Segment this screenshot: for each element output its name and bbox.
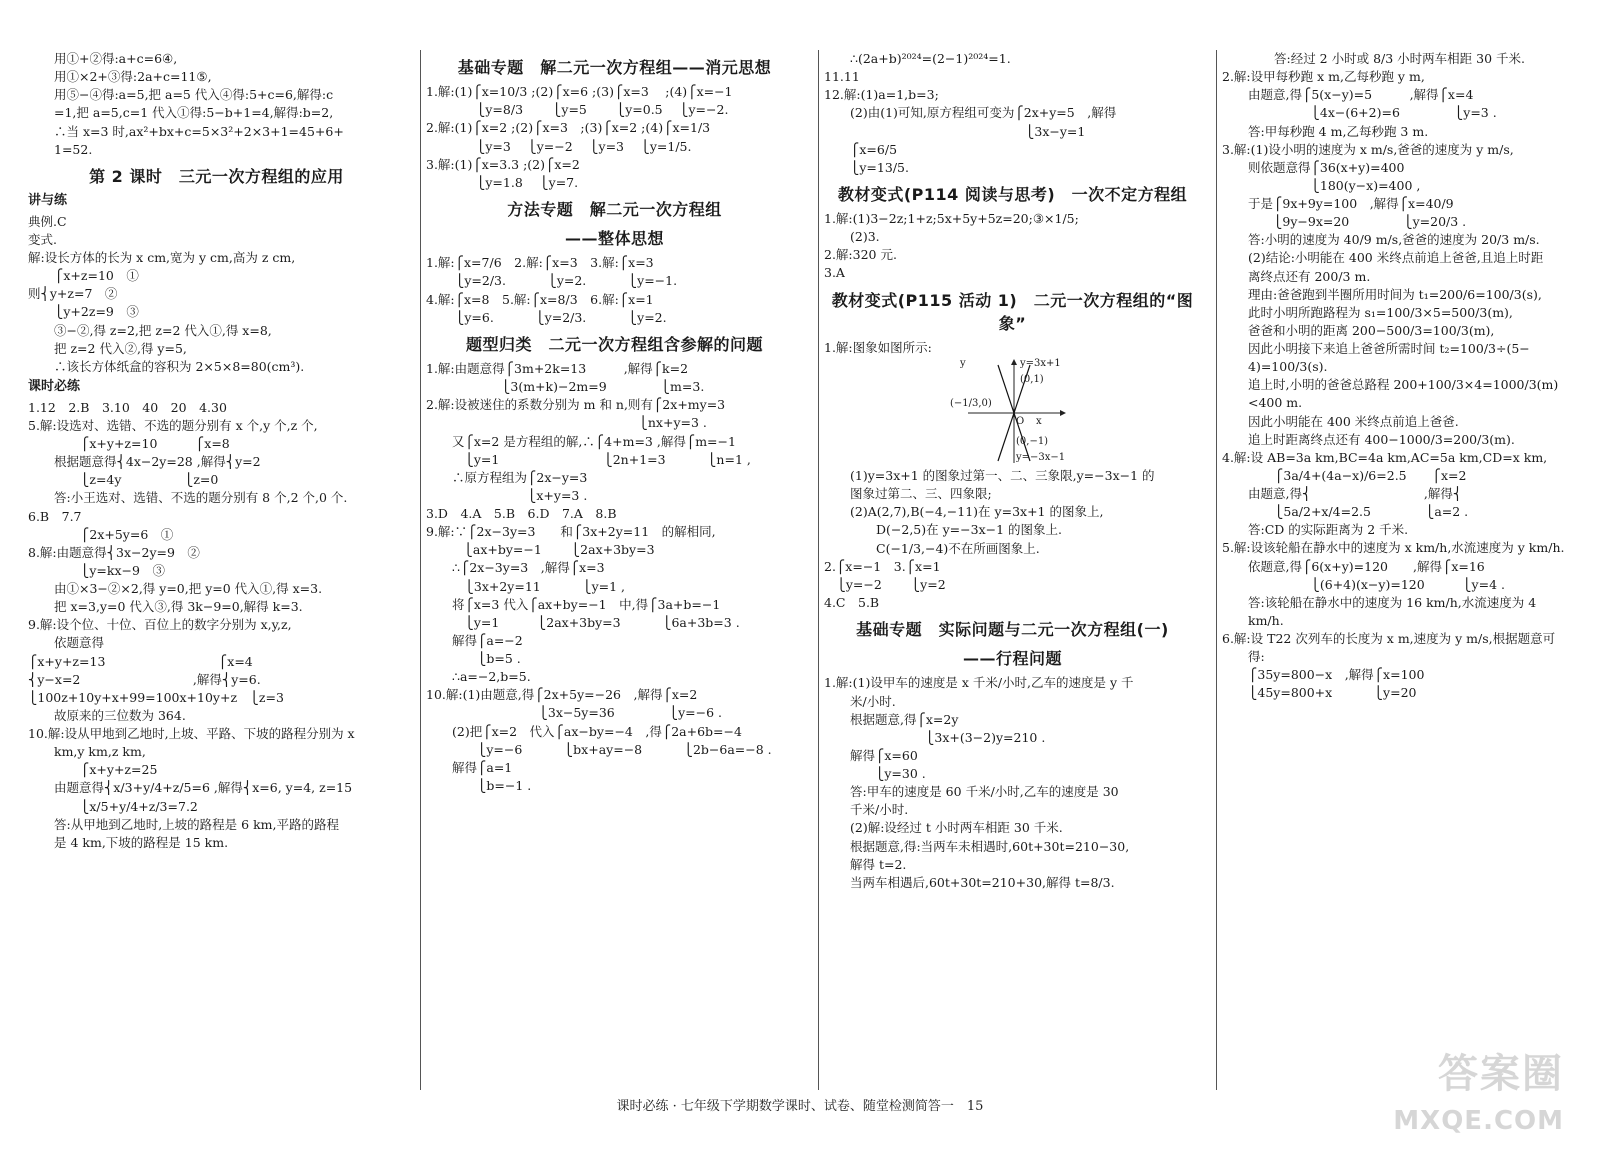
answer-line: ⎩180(y−x)=400 , [1248, 177, 1421, 193]
answer-line: (2)由(1)可知,原方程组可变为⎧2x+y=5 ,解得 [850, 105, 1117, 121]
answer-line: ∴当 x=3 时,ax²+bx+c=5×3²+2×3+1=45+6+ [54, 123, 344, 139]
answer-line: 9.解:∵⎧2x−3y=3 和⎧3x+2y=11 的解相同, [426, 524, 716, 540]
answer-line: ⎧x=6/5 [850, 141, 898, 157]
answer-line: ⎩3x+(3−2)y=210 . [850, 729, 1046, 745]
answer-line: 2.解:设被迷住的系数分别为 m 和 n,则有⎧2x+my=3 [426, 397, 726, 413]
answer-line: ⎩y=6. ⎩y=2/3. ⎩y=2. [426, 309, 667, 325]
answer-line: (1)y=3x+1 的图象过第一、二、三象限,y=−3x−1 的 [850, 468, 1155, 484]
watermark [1393, 1045, 1564, 1141]
answer-line: 答:小明的速度为 40/9 m/s,爸爸的速度为 20/3 m/s. [1248, 232, 1540, 248]
answer-line: 用⑤−④得:a=5,把 a=5 代入④得:5+c=6,解得:c [54, 87, 334, 103]
answer-line: 1.解:由题意得⎧3m+2k=13 ,解得⎧k=2 [426, 361, 689, 376]
answer-line: 9.解:设个位、十位、百位上的数字分别为 x,y,z, [28, 617, 292, 633]
answer-line: ⎩45y=800+x ⎩y=20 [1248, 685, 1417, 701]
answer-line: 追上时,小明的爸爸总路程 200+100/3×4=1000/3(m) [1248, 377, 1559, 393]
answer-line: 1.解:(1)3−2z;1+z;5x+5y+5z=20;③×1/5; [824, 211, 1079, 227]
x-axis-label: x [1036, 416, 1042, 428]
answer-line: ⎩3x+2y=11 ⎩y=1 , [452, 578, 626, 594]
answer-line: 答:甲车的速度是 60 千米/小时,乙车的速度是 30 [850, 784, 1119, 800]
answer-line: ⎩y+2z=9 ③ [54, 304, 139, 320]
answer-line: 典例.C [28, 213, 67, 229]
answer-line: 则⎨y+z=7 ② [28, 286, 118, 302]
answer-line: 把 z=2 代入②,得 y=5, [54, 340, 187, 356]
answer-line: 将⎧x=3 代入⎧ax+by=−1 中,得⎧3a+b=−1 [452, 596, 721, 612]
answer-line: 根据题意,得⎧x=2y [850, 711, 959, 727]
answer-line: ⎩y=1 ⎩2n+1=3 ⎩n=1 , [452, 451, 751, 467]
answer-line: ⎩y=2/3. ⎩y=2. ⎩y=−1. [426, 273, 678, 289]
answer-line: 10.解:设从甲地到乙地时,上坡、平路、下坡的路程分别为 x [28, 726, 355, 741]
answer-line: 5.解:设该轮船在静水中的速度为 x km/h,水流速度为 y km/h. [1222, 540, 1565, 556]
answer-line: ⎩3(m+k)−2m=9 ⎩m=3. [426, 379, 705, 395]
answer-line: 则依题意得⎧36(x+y)=400 [1248, 159, 1405, 175]
answer-line: (2)A(2,7),B(−4,−11)在 y=3x+1 的图象上, [850, 504, 1104, 520]
y-axis-arrow [1011, 359, 1017, 365]
origin-label: O [1016, 416, 1025, 428]
answer-line: 答:小王选对、选错、不选的题分别有 8 个,2 个,0 个. [54, 490, 348, 506]
answer-line: 于是⎧9x+9y=100 ,解得⎧x=40/9 [1248, 196, 1454, 211]
answer-line: ⎩y=−6 ⎩bx+ay=−8 ⎩2b−6a=−8 . [452, 741, 772, 757]
watermark-logo-text: 答案圈 [1438, 1051, 1564, 1098]
column-divider [420, 50, 421, 1090]
answer-line: 离终点还有 200/3 m. [1248, 268, 1371, 284]
answer-line: 爸爸和小明的距离 200−500/3=100/3(m), [1248, 322, 1495, 338]
answer-line: 12.解:(1)a=1,b=3; [824, 87, 939, 103]
column-4 [1222, 50, 1594, 1090]
answer-line: 4)=100/3(s). [1248, 359, 1328, 375]
answer-line: ⎩5a/2+x/4=2.5 ⎩a=2 . [1274, 504, 1469, 520]
x-axis-arrow [1060, 410, 1066, 416]
answer-line: 2.解:(1)⎧x=2 ;(2)⎧x=3 ;(3)⎧x=2 ;(4)⎧x=1/3 [426, 120, 711, 136]
section-heading: 题型归类 二元一次方程组含参解的问题 [465, 334, 763, 354]
answer-line: 解得⎧x=60 [850, 747, 918, 763]
answer-line: (2)把⎧x=2 代入⎧ax−by=−4 ,得⎧2a+6b=−4 [452, 723, 742, 739]
answer-page [28, 50, 1578, 1090]
line2-label: y=−3x−1 [1016, 452, 1066, 464]
answer-line: 根据题意得⎨4x−2y=28 ,解得⎨y=2 [54, 454, 261, 470]
section-heading: 基础专题 解二元一次方程组——消元思想 [457, 58, 772, 77]
answer-line: 5.解:设选对、选错、不选的题分别有 x 个,y 个,z 个, [28, 417, 318, 433]
answer-line: 米/小时. [850, 693, 896, 709]
answer-line: 3.解:(1)设小明的速度为 x m/s,爸爸的速度为 y m/s, [1222, 141, 1514, 157]
point-0-neg1-label: (0,−1) [1016, 436, 1049, 448]
answer-line: 6.B 7.7 [28, 508, 82, 524]
answer-line: ⎩y=1.8 ⎩y=7. [426, 174, 579, 190]
answer-line: ⎩(6+4)(x−y)=120 ⎩y=4 . [1248, 576, 1505, 592]
answer-line: ⎩100z+10y+x+99=100x+10y+z ⎩z=3 [28, 689, 284, 705]
column-1 [28, 50, 413, 1090]
watermark-url: MXQE.COM [1393, 1106, 1564, 1137]
answer-line: ⎩y=−2 ⎩y=2 [824, 576, 946, 592]
section-heading: 第 2 课时 三元一次方程组的应用 [89, 166, 344, 186]
answer-line: ⎩y=8/3 ⎩y=5 ⎩y=0.5 ⎩y=−2. [426, 102, 729, 118]
point-neg-third-label: (−1/3,0) [950, 398, 992, 410]
section-heading: 教材变式(P115 活动 1) 二元一次方程组的“图象” [831, 290, 1194, 333]
answer-line: 2.解:设甲每秒跑 x m,乙每秒跑 y m, [1222, 69, 1425, 85]
answer-line: ⎧x+y+z=10 ⎧x=8 [80, 436, 230, 451]
answer-line: 依题意得 [54, 635, 105, 651]
column-3 [824, 50, 1209, 1090]
answer-line: ⎩nx+y=3 . [426, 415, 707, 431]
answer-line: 当两车相遇后,60t+30t=210+30,解得 t=8/3. [850, 874, 1115, 890]
function-graph [824, 357, 1209, 467]
answer-line: ∴原方程组为⎧2x−y=3 [452, 469, 588, 485]
y-axis-label: y [960, 358, 966, 370]
answer-line: 答:CD 的实际距离为 2 千米. [1248, 522, 1409, 538]
answer-line: 4.解:⎧x=8 5.解:⎧x=8/3 6.解:⎧x=1 [426, 291, 654, 307]
point-0-1-label: (0,1) [1020, 374, 1044, 386]
answer-line: ⎩4x−(6+2)=6 ⎩y=3 . [1248, 105, 1497, 121]
answer-line: <400 m. [1248, 395, 1303, 411]
answer-line: 千米/小时. [850, 802, 909, 818]
answer-line: ∴⎧2x−3y=3 ,解得⎧x=3 [452, 560, 605, 576]
answer-line: 答:从甲地到乙地时,上坡的路程是 6 km,平路的路程 [54, 816, 339, 832]
answer-line: 由题意,得⎧5(x−y)=5 ,解得⎧x=4 [1248, 87, 1474, 103]
answer-line: 1.解:⎧x=7/6 2.解:⎧x=3 3.解:⎧x=3 [426, 255, 654, 271]
answer-line: 是 4 km,下坡的路程是 15 km. [54, 834, 229, 850]
answer-line: 3.解:(1)⎧x=3.3 ;(2)⎧x=2 [426, 156, 580, 172]
column-3-top [824, 50, 1201, 357]
answer-line: 2.⎧x=−1 3.⎧x=1 [824, 558, 941, 574]
answer-line: 解得⎧a=1 [452, 759, 513, 775]
answer-line: ⎩z=4y ⎩z=0 [80, 472, 219, 488]
column-3-bottom [824, 467, 1201, 892]
answer-line: km,y km,z km, [54, 744, 146, 760]
answer-line: ⎩3x−y=1 [850, 123, 1086, 139]
answer-line: ⎩y=kx−9 ③ [80, 562, 165, 578]
answer-line: 此时小明所跑路程为 s₁=100/3×5=500/3(m), [1248, 304, 1513, 320]
column-2 [426, 50, 811, 1090]
answer-line: C(−1/3,−4)不在所画图象上. [876, 540, 1040, 556]
answer-line: 依题意,得⎧6(x+y)=120 ,解得⎧x=16 [1248, 558, 1485, 574]
answer-line: 11.11 [824, 69, 860, 85]
line1-label: y=3x+1 [1020, 358, 1061, 370]
answer-line: 解得⎧a=−2 [452, 632, 523, 648]
page-footer: 课时必练 · 七年级下学期数学课时、试卷、随堂检测简答一 15 [616, 1099, 984, 1114]
answer-line: (2)结论:小明能在 400 米终点前追上爸爸,且追上时距 [1248, 250, 1544, 266]
answer-line: ⎧x+y+z=13 ⎧x=4 [28, 653, 253, 669]
answer-line: 根据题意,得:当两车未相遇时,60t+30t=210−30, [850, 838, 1130, 854]
answer-line: 解得 t=2. [850, 856, 907, 872]
answer-line: ⎧x+z=10 ① [54, 268, 139, 284]
answer-line: ⎩y=3 ⎩y=−2 ⎩y=3 ⎩y=1/5. [426, 138, 692, 154]
answer-line: 6.解:设 T22 次列车的长度为 x m,速度为 y m/s,根据题意可 [1222, 631, 1556, 646]
answer-line: ∴a=−2,b=5. [452, 669, 531, 685]
answer-line: 3.A [824, 265, 845, 281]
answer-line: 得: [1248, 649, 1265, 665]
section-heading: ——整体思想 [564, 229, 664, 249]
answer-line: 4.C 5.B [824, 594, 880, 610]
answer-line: D(−2,5)在 y=−3x−1 的图象上. [876, 522, 1062, 538]
section-heading: ——行程问题 [962, 649, 1062, 669]
section-heading: 基础专题 实际问题与二元一次方程组(一) [856, 620, 1169, 640]
answer-line: ⎩9y−9x=20 ⎩y=20/3 . [1248, 214, 1467, 230]
answer-line: 答:甲每秒跑 4 m,乙每秒跑 3 m. [1248, 123, 1429, 139]
answer-line: ⎩x/5+y/4+z/3=7.2 [80, 798, 198, 814]
answer-line: ⎩y=30 . [850, 766, 926, 782]
answer-line: 1.解:(1)⎧x=10/3 ;(2)⎧x=6 ;(3)⎧x=3 ;(4)⎧x=−1 [426, 84, 733, 100]
answer-line: 又⎧x=2 是方程组的解,∴⎧4+m=3 ,解得⎧m=−1 [452, 433, 736, 449]
answer-line: ∴该长方体纸盒的容积为 2×5×8=80(cm³). [54, 358, 305, 374]
answer-line: 追上时距离终点还有 400−1000/3=200/3(m). [1248, 431, 1515, 447]
answer-line: 用①×2+③得:2a+c=11⑤, [54, 69, 212, 85]
answer-line: 故原来的三位数为 364. [54, 707, 186, 723]
answer-line: 把 x=3,y=0 代入③,得 3k−9=0,解得 k=3. [54, 599, 303, 615]
answer-line: 3.D 4.A 5.B 6.D 7.A 8.B [426, 506, 617, 521]
answer-line: km/h. [1248, 612, 1284, 628]
answer-line: ⎩y=1 ⎩2ax+3by=3 ⎩6a+3b=3 . [452, 614, 740, 630]
answer-line: ⎨y−x=2 ,解得⎨y=6. [28, 671, 261, 687]
answer-line: ⎧3a/4+(4a−x)/6=2.5 ⎧x=2 [1274, 467, 1467, 483]
answer-line: 用①+②得:a+c=6④, [54, 51, 178, 66]
answer-line: 1=52. [54, 141, 93, 157]
answer-line: 由题意得⎨x/3+y/4+z/5=6 ,解得⎨x=6, y=4, z=15 [54, 780, 353, 796]
answer-line: ⎩b=5 . [452, 651, 521, 666]
answer-line: 由题意,得⎨ ,解得⎨ [1248, 486, 1463, 501]
answer-line: 因此小明能在 400 米终点前追上爸爸. [1248, 413, 1459, 429]
answer-line: 10.解:(1)由题意,得⎧2x+5y=−26 ,解得⎧x=2 [426, 687, 698, 703]
answer-line: 答:经过 2 小时或 8/3 小时两车相距 30 千米. [1274, 51, 1526, 66]
column-divider [818, 50, 819, 1090]
answer-line: (2)解:设经过 t 小时两车相距 30 千米. [850, 820, 1063, 836]
column-divider [1216, 50, 1217, 1090]
answer-line: ⎧35y=800−x ,解得⎧x=100 [1248, 667, 1425, 683]
subsection-label: 讲与练 [28, 192, 68, 208]
answer-line: 图象过第二、三、四象限; [850, 486, 992, 502]
subsection-label: 课时必练 [28, 378, 81, 394]
answer-line: ⎧2x+5y=6 ① [80, 526, 174, 542]
answer-line: ∴(2a+b)²⁰²⁴=(2−1)²⁰²⁴=1. [850, 51, 1011, 66]
answer-line: 由①×3−②×2,得 y=0,把 y=0 代入①,得 x=3. [54, 581, 323, 596]
answer-line: 变式. [28, 231, 57, 247]
answer-line: 4.解:设 AB=3a km,BC=4a km,AC=5a km,CD=x km, [1222, 449, 1548, 465]
answer-line: 1.解:图象如图所示: [824, 339, 932, 355]
answer-line: 1.12 2.B 3.10 40 20 4.30 [28, 399, 227, 415]
section-heading: 教材变式(P114 阅读与思考) 一次不定方程组 [837, 184, 1188, 204]
answer-line: ⎩y=13/5. [850, 159, 909, 175]
answer-line: ⎩ax+by=−1 ⎩2ax+3by=3 [426, 542, 655, 558]
answer-line: 8.解:由题意得⎨3x−2y=9 ② [28, 544, 200, 560]
answer-line: 因此小明接下来追上爸爸所需时间 t₂=100/3÷(5− [1248, 341, 1530, 356]
answer-line: ⎧x+y+z=25 [80, 762, 158, 778]
answer-line: 解:设长方体的长为 x cm,宽为 y cm,高为 z cm, [28, 250, 296, 266]
answer-line: =1,把 a=5,c=1 代入①得:5−b+1=4,解得:b=2, [54, 105, 334, 121]
answer-line: ⎩x+y=3 . [452, 487, 588, 503]
answer-line: ⎩b=−1 . [452, 777, 532, 793]
answer-line: 理由:爸爸跑到半圈所用时间为 t₁=200/6=100/3(s), [1248, 286, 1542, 302]
answer-line: 1.解:(1)设甲车的速度是 x 千米/小时,乙车的速度是 y 千 [824, 675, 1134, 691]
answer-line: 2.解:320 元. [824, 247, 897, 263]
answer-line: ⎩3x−5y=36 ⎩y=−6 . [426, 705, 723, 721]
answer-line: ③−②,得 z=2,把 z=2 代入①,得 x=8, [54, 322, 272, 338]
answer-line: 答:该轮船在静水中的速度为 16 km/h,水流速度为 4 [1248, 594, 1537, 610]
section-heading: 方法专题 解二元一次方程组 [507, 199, 722, 219]
answer-line: (2)3. [850, 229, 880, 245]
